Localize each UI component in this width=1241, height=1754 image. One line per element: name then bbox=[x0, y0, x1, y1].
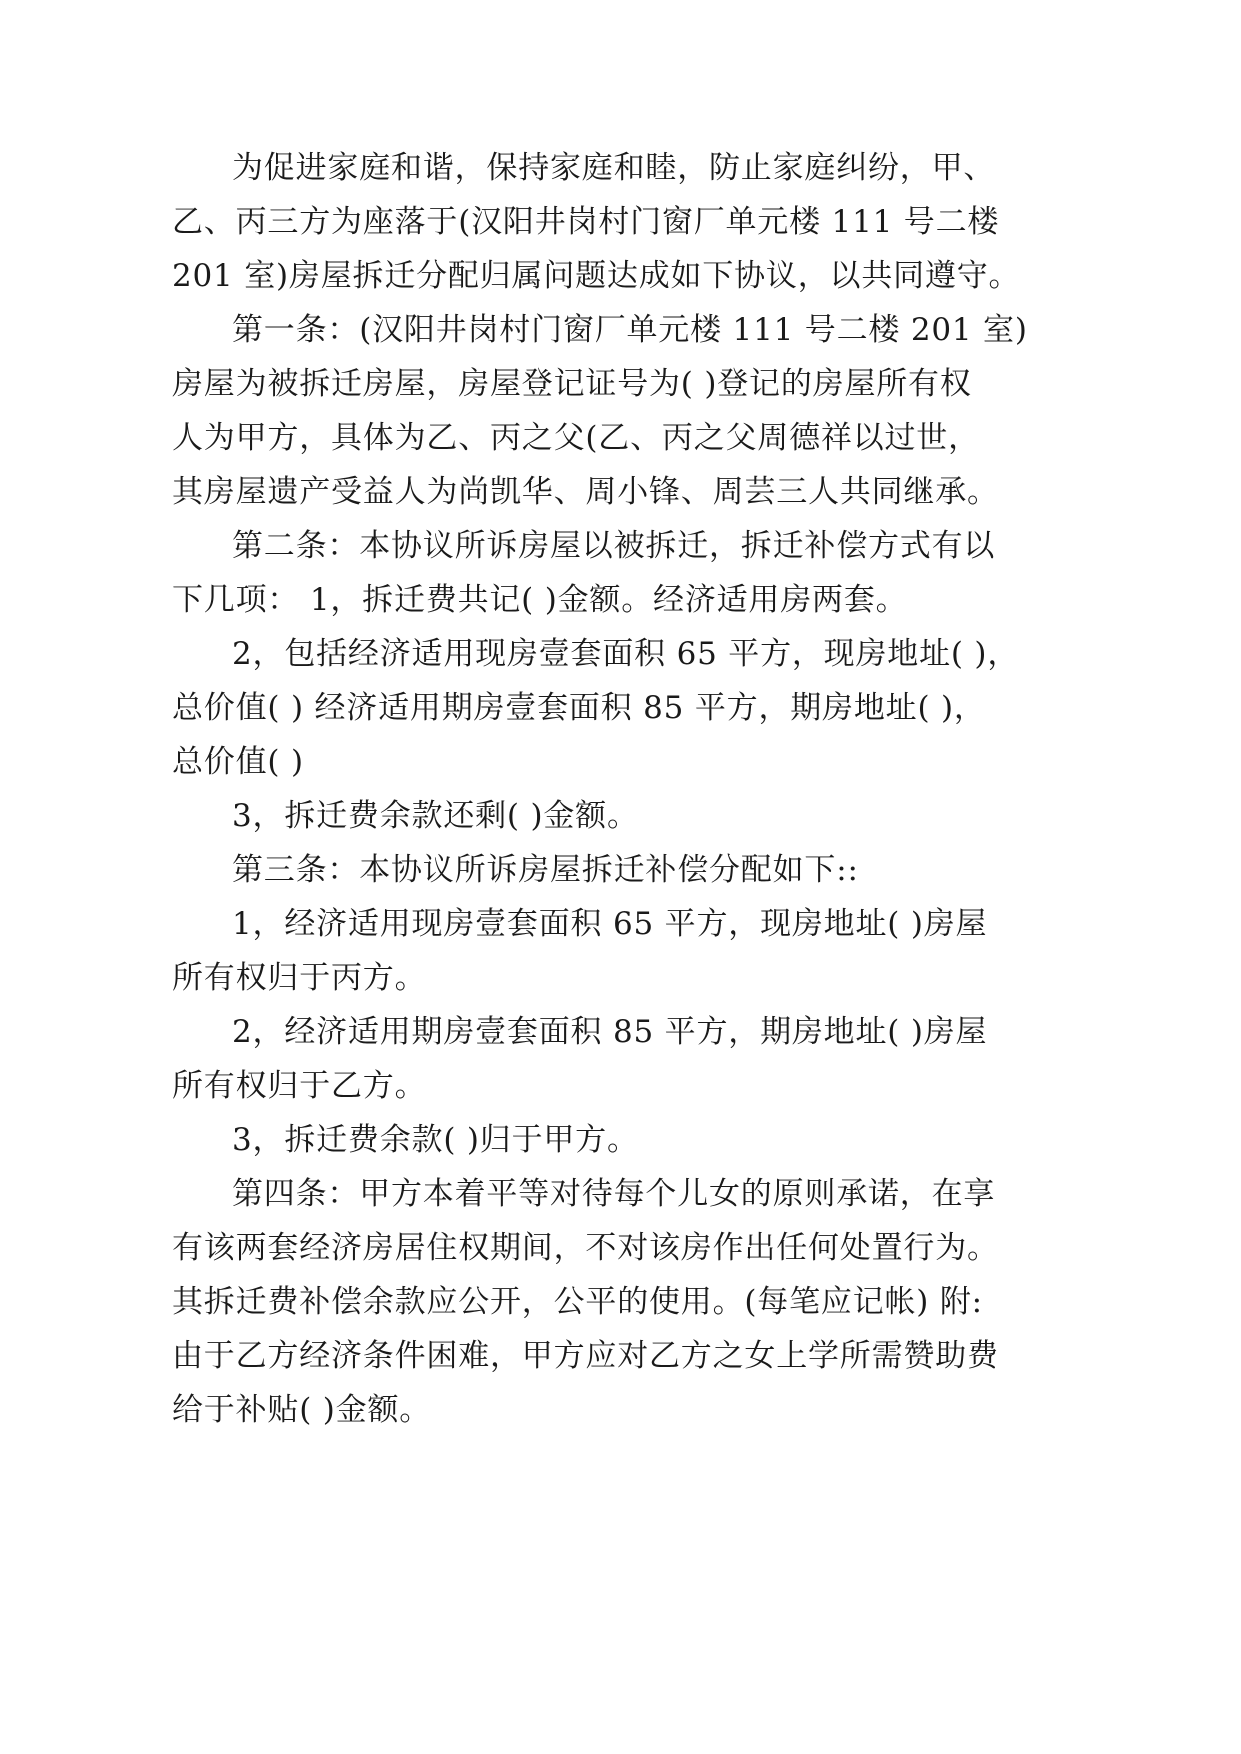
text-line: 总价值( ) 经济适用期房壹套面积 85 平方，期房地址( )， bbox=[172, 690, 986, 726]
text-line: 其拆迁费补偿余款应公开，公平的使用。(每笔应记帐) 附: bbox=[172, 1284, 983, 1320]
text-line: 为促进家庭和谐，保持家庭和睦，防止家庭纠纷，甲、 bbox=[232, 150, 996, 186]
text-line: 2，包括经济适用现房壹套面积 65 平方，现房地址( )， bbox=[232, 636, 1020, 672]
text-line: 由于乙方经济条件困难，甲方应对乙方之女上学所需赞助费 bbox=[172, 1338, 999, 1374]
text-line: 第二条：本协议所诉房屋以被拆迁，拆迁补偿方式有以 bbox=[232, 528, 996, 564]
text-line: 房屋为被拆迁房屋，房屋登记证号为( )登记的房屋所有权 bbox=[172, 366, 972, 402]
text-line: 乙、丙三方为座落于(汉阳井岗村门窗厂单元楼 111 号二楼 bbox=[172, 204, 1000, 240]
text-line: 2，经济适用期房壹套面积 85 平方，期房地址( )房屋 bbox=[232, 1014, 988, 1050]
text-line: 第三条：本协议所诉房屋拆迁补偿分配如下:: bbox=[232, 852, 859, 888]
text-line: 所有权归于乙方。 bbox=[172, 1068, 427, 1104]
text-line: 人为甲方，具体为乙、丙之父(乙、丙之父周德祥以过世， bbox=[172, 420, 980, 456]
text-line: 有该两套经济房居住权期间，不对该房作出任何处置行为。 bbox=[172, 1230, 999, 1266]
text-line: 第一条：(汉阳井岗村门窗厂单元楼 111 号二楼 201 室) bbox=[232, 312, 1028, 348]
text-line: 201 室)房屋拆迁分配归属问题达成如下协议，以共同遵守。 bbox=[172, 258, 1021, 294]
text-line: 第四条：甲方本着平等对待每个儿女的原则承诺，在享 bbox=[232, 1176, 996, 1212]
text-line: 总价值( ) bbox=[172, 744, 304, 780]
text-line: 下几项： 1，拆迁费共记( )金额。经济适用房两套。 bbox=[172, 582, 908, 618]
text-line: 给于补贴( )金额。 bbox=[172, 1392, 432, 1428]
text-line: 3，拆迁费余款( )归于甲方。 bbox=[232, 1122, 639, 1158]
text-line: 其房屋遗产受益人为尚凯华、周小锋、周芸三人共同继承。 bbox=[172, 474, 999, 510]
text-line: 3，拆迁费余款还剩( )金额。 bbox=[232, 798, 639, 834]
text-line: 所有权归于丙方。 bbox=[172, 960, 427, 996]
text-line: 1，经济适用现房壹套面积 65 平方，现房地址( )房屋 bbox=[232, 906, 988, 942]
